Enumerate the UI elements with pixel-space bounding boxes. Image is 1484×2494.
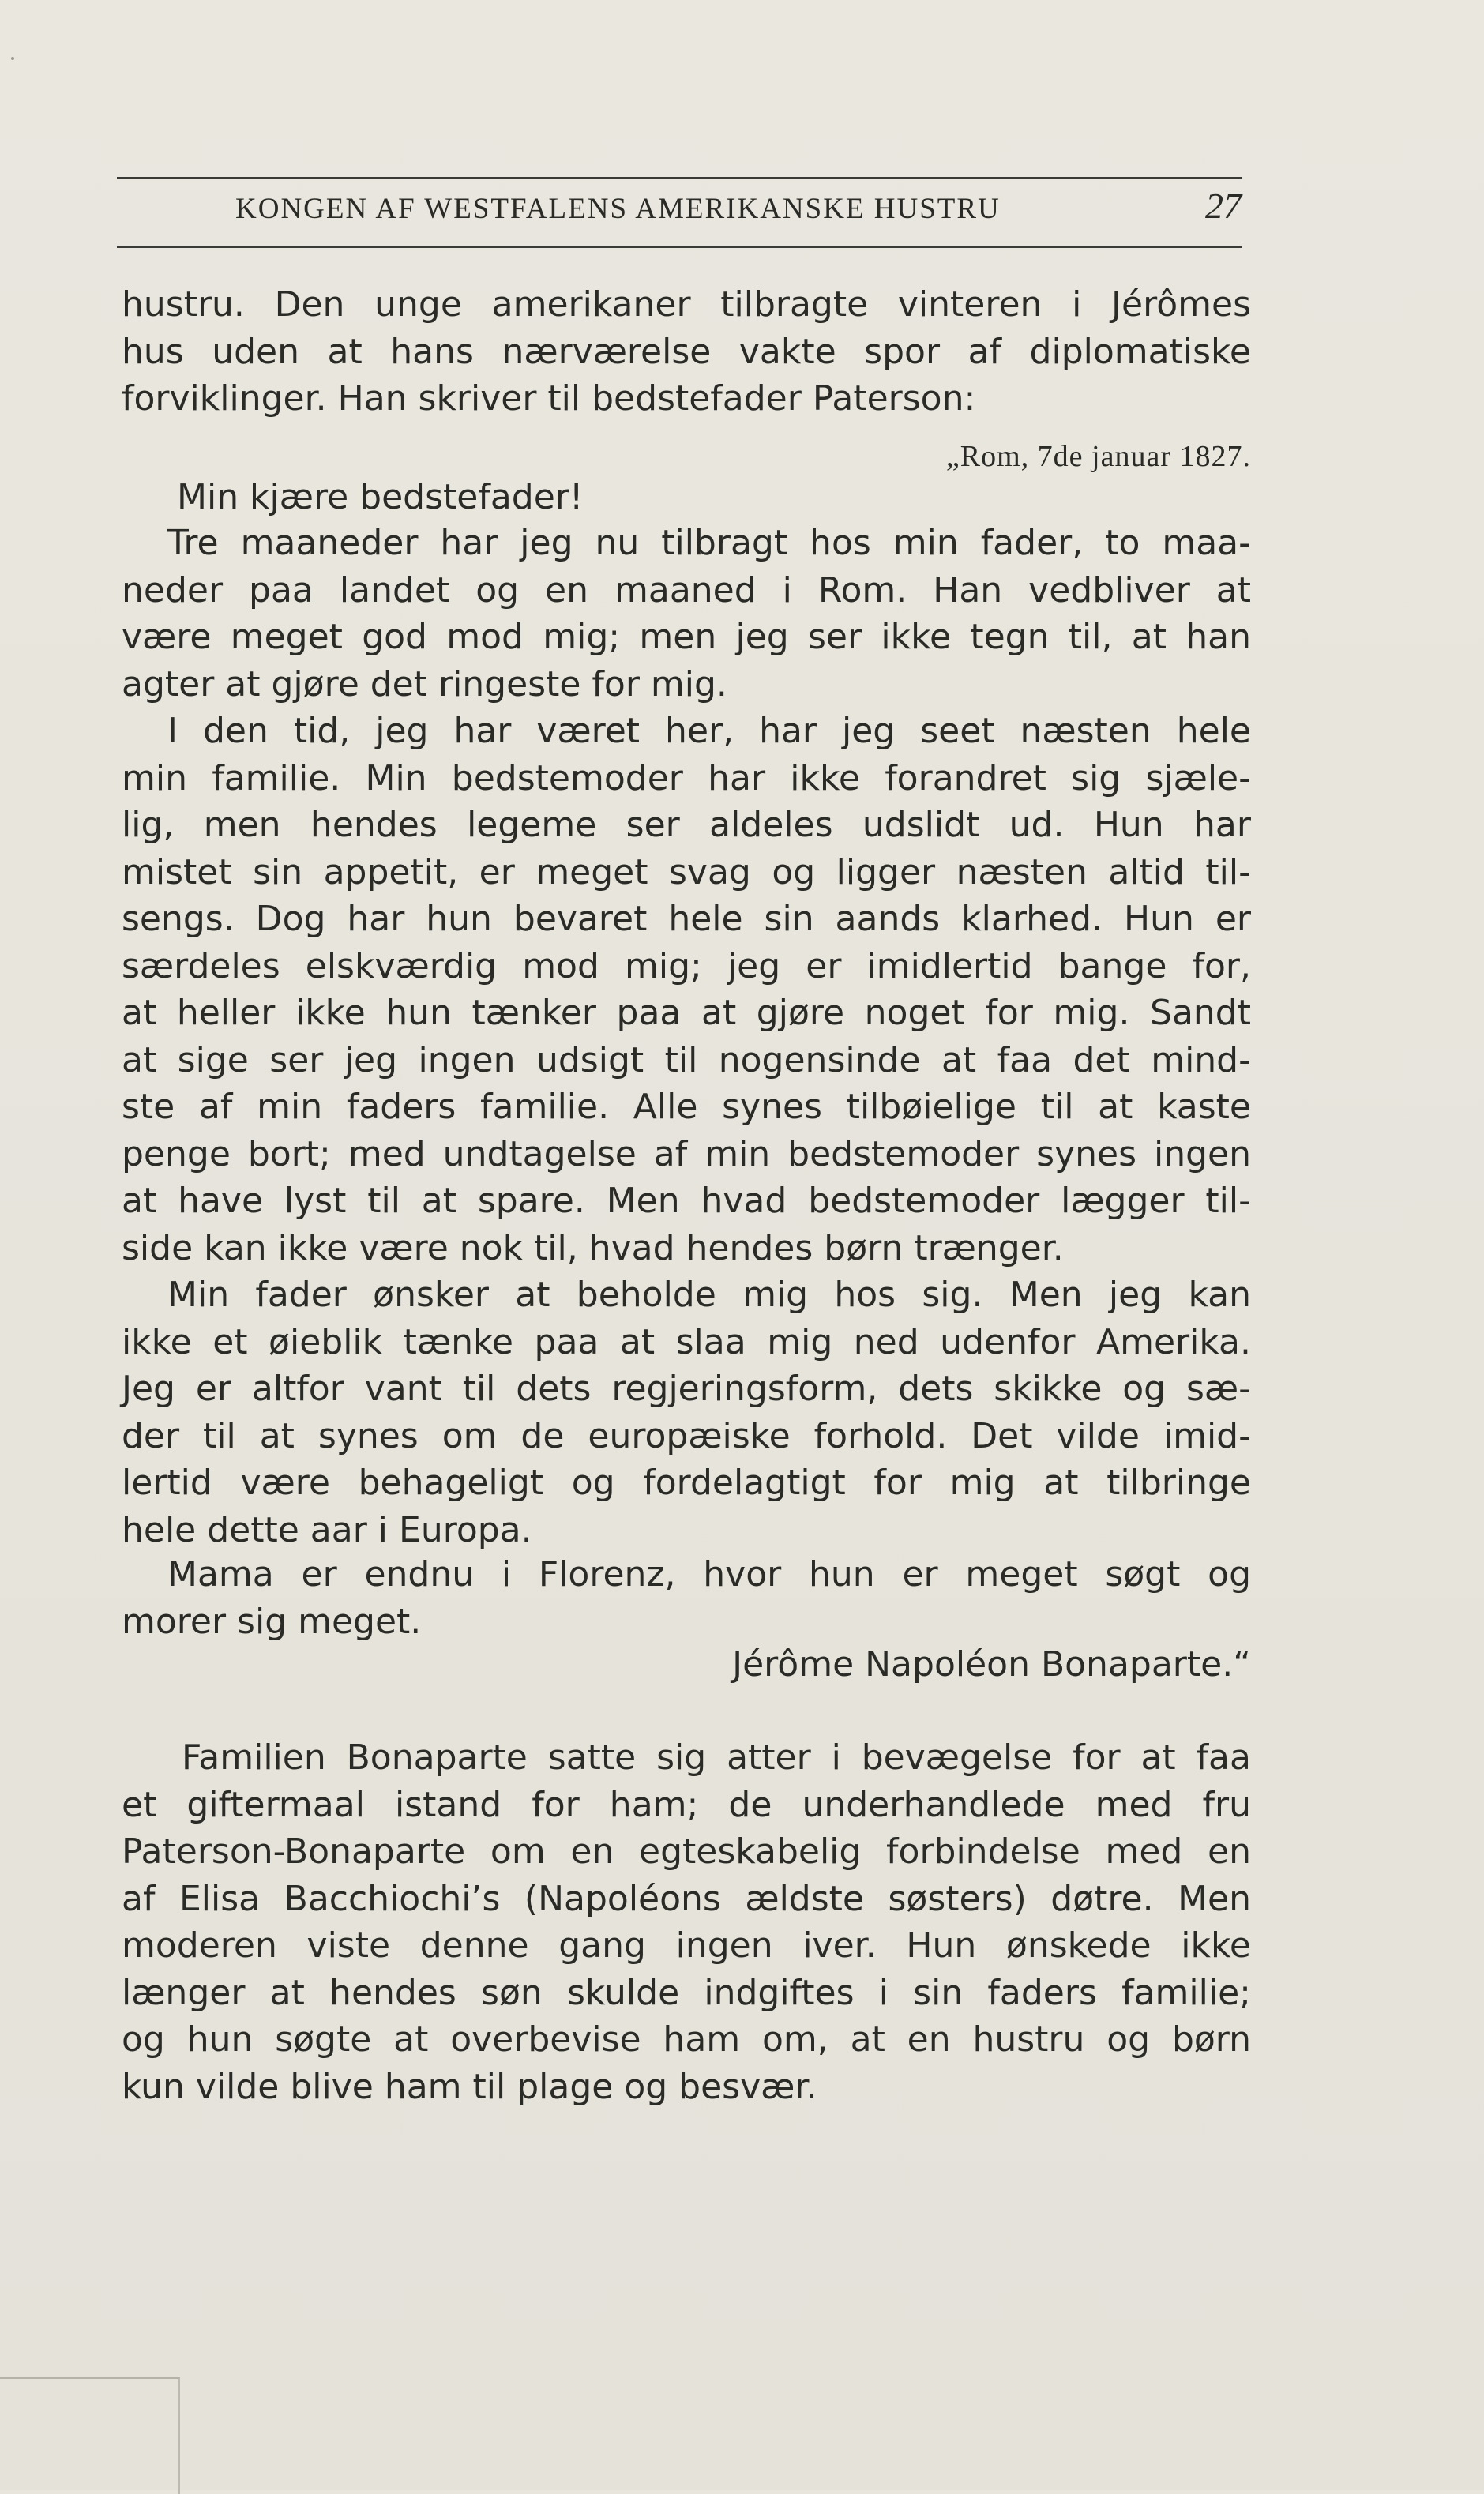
text-line: morer sig meget. — [122, 1601, 422, 1642]
scan-edge-mark — [0, 2377, 180, 2494]
text-line: I den tid, jeg har været her, har jeg seet næsten hele — [167, 711, 1251, 751]
text-line: neder paa landet og en maaned i Rom. Han vedbliver at — [122, 569, 1251, 610]
letter-paragraph — [122, 1551, 1251, 1645]
text-line: Min fader ønsker at beholde mig hos sig. Men jeg kan — [167, 1275, 1251, 1315]
text-line: lertid være behageligt og fordelagtigt for mig at tilbringe — [122, 1463, 1251, 1503]
letter-salutation: Min kjære bedstefader! — [177, 477, 584, 517]
text-line: mistet sin appetit, er meget svag og ligger næsten altid til- — [122, 851, 1251, 892]
text-line: ste af min faders familie. Alle synes tilbøielige til at kaste — [122, 1087, 1251, 1127]
running-head: KONGEN AF WESTFALENS AMERIKANSKE HUSTRU — [235, 193, 1001, 225]
text-line: af Elisa Bacchiochi’s (Napoléons ældste søsters) døtre. Men — [122, 1878, 1251, 1919]
text-line: kun vilde blive ham til plage og besvær. — [122, 2066, 817, 2107]
text-line: Familien Bonaparte satte sig atter i bevægelse for at faa — [182, 1737, 1251, 1778]
letter-paragraph — [122, 1271, 1251, 1553]
text-line: længer at hendes søn skulde indgiftes i sin faders familie; — [122, 1972, 1251, 2013]
text-line: at have lyst til at spare. Men hvad bedstemoder lægger til- — [122, 1181, 1251, 1221]
text-line: hus uden at hans nærværelse vakte spor af diplomatiske — [122, 331, 1251, 372]
text-line: agter at gjøre det ringeste for mig. — [122, 663, 727, 704]
text-line: særdeles elskværdig mod mig; jeg er imidlertid bange for, — [122, 945, 1251, 986]
intro-paragraph — [122, 281, 1251, 423]
scan-speck — [11, 57, 14, 60]
closing-paragraph — [122, 1734, 1251, 2110]
letter-paragraph — [122, 708, 1251, 1271]
text-line: moderen viste denne gang ingen iver. Hun ønskede ikke — [122, 1925, 1251, 1966]
text-line: og hun søgte at overbevise ham om, at en hustru og børn — [122, 2019, 1251, 2060]
text-line: lig, men hendes legeme ser aldeles udslidt ud. Hun har — [122, 805, 1251, 845]
page-number: 27 — [1205, 186, 1242, 226]
text-line: Tre maaneder har jeg nu tilbragt hos min fader, to maa- — [167, 523, 1251, 563]
text-line: Paterson-Bonaparte om en egteskabelig forbindelse med en — [122, 1831, 1251, 1872]
text-line: Jeg er altfor vant til dets regjeringsform, dets skikke og sæ- — [122, 1369, 1251, 1409]
letter-dateline: „Rom, 7de januar 1827. — [945, 440, 1251, 473]
text-line: være meget god mod mig; men jeg ser ikke tegn til, at han — [122, 617, 1251, 657]
letter-paragraph — [122, 520, 1251, 708]
text-line: at sige ser jeg ingen udsigt til nogensinde at faa det mind- — [122, 1039, 1251, 1080]
page-header — [117, 177, 1242, 248]
text-line: Mama er endnu i Florenz, hvor hun er meget søgt og — [167, 1554, 1251, 1594]
text-line: forviklinger. Han skriver til bedstefader Paterson: — [122, 378, 976, 419]
text-line: hustru. Den unge amerikaner tilbragte vinteren i Jérômes — [122, 284, 1251, 325]
text-line: ikke et øieblik tænke paa at slaa mig ned udenfor Amerika. — [122, 1321, 1251, 1362]
text-line: side kan ikke være nok til, hvad hendes børn trænger. — [122, 1227, 1064, 1268]
text-line: sengs. Dog har hun bevaret hele sin aands klarhed. Hun er — [122, 899, 1251, 939]
letter-signature: Jérôme Napoléon Bonaparte.“ — [732, 1644, 1251, 1685]
text-line: min familie. Min bedstemoder har ikke forandret sig sjæle- — [122, 757, 1251, 798]
text-line: der til at synes om de europæiske forhold. Det vilde imid- — [122, 1415, 1251, 1456]
text-line: at heller ikke hun tænker paa at gjøre noget for mig. Sandt — [122, 993, 1251, 1033]
text-line: penge bort; med undtagelse af min bedstemoder synes ingen — [122, 1133, 1251, 1174]
text-line: et giftermaal istand for ham; de underhandlede med fru — [122, 1784, 1251, 1825]
text-line: hele dette aar i Europa. — [122, 1509, 532, 1550]
